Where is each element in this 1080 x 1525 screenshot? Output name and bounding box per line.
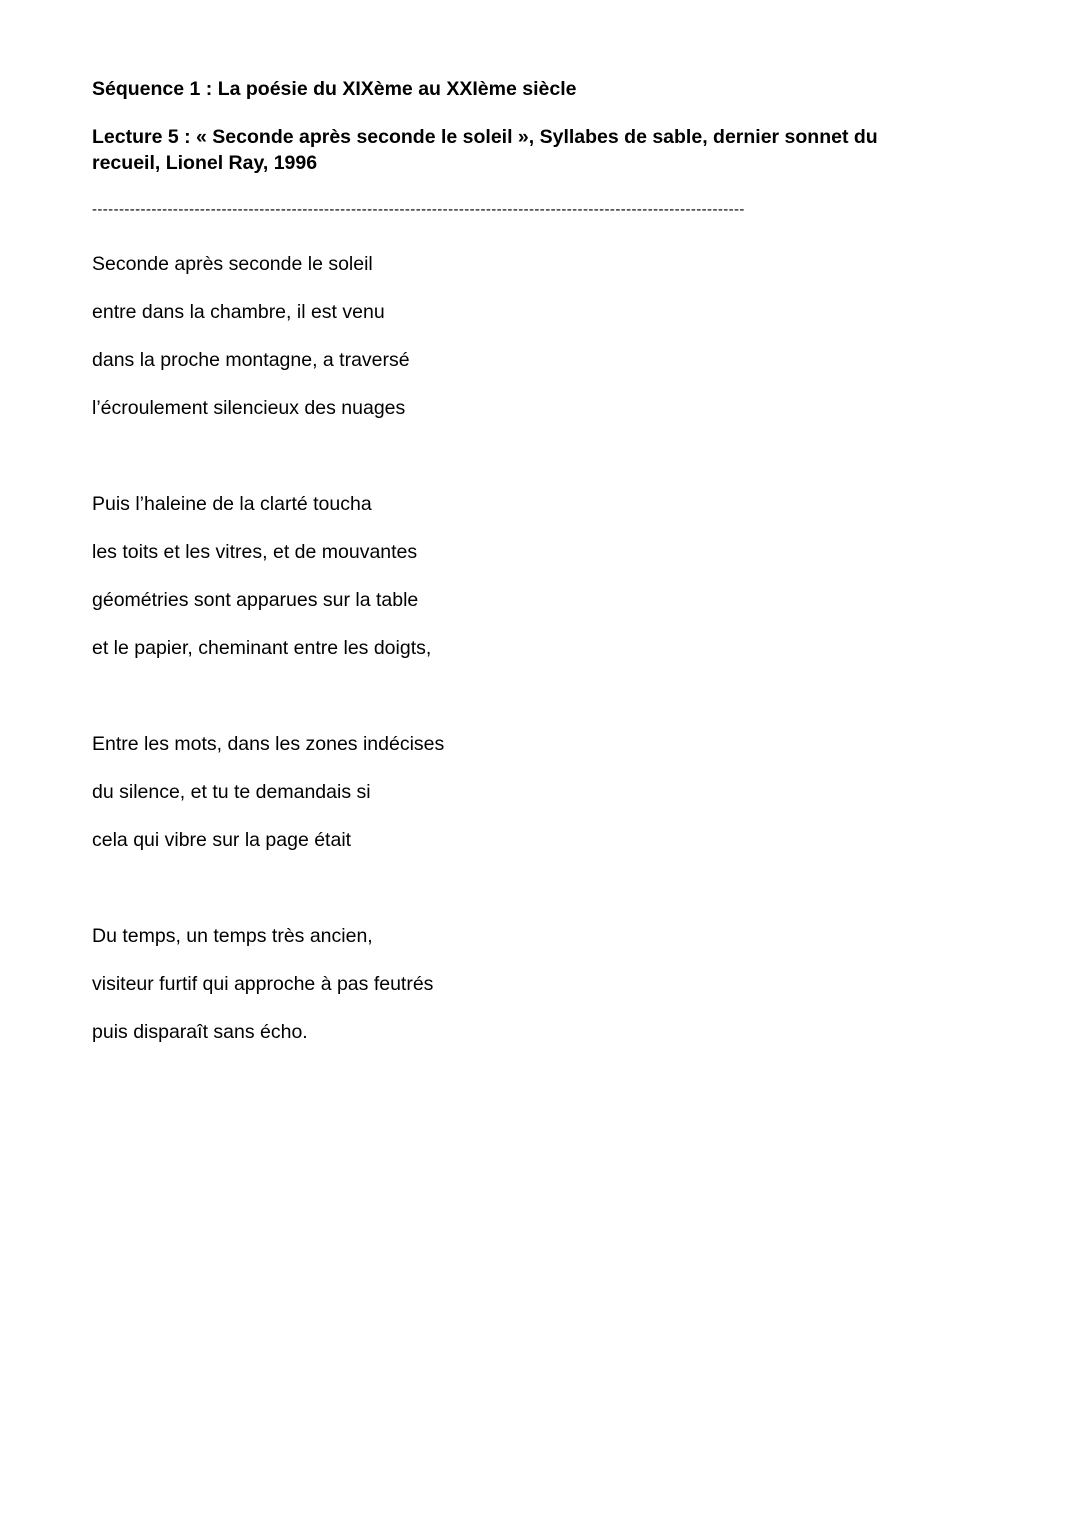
verse-line: Puis l’haleine de la clarté toucha (92, 493, 372, 515)
verse-line: dans la proche montagne, a traversé (92, 349, 410, 371)
stanza (92, 912, 444, 1056)
verse-line: puis disparaît sans écho. (92, 1021, 308, 1043)
verse-line: géométries sont apparues sur la table (92, 589, 419, 611)
poem (92, 240, 444, 1056)
sequence-title: Séquence 1 : La poésie du XIXème au XXIème siècle (92, 78, 577, 100)
verse-line: du silence, et tu te demandais si (92, 781, 371, 803)
verse-line: l’écroulement silencieux des nuages (92, 397, 406, 419)
verse-line: cela qui vibre sur la page était (92, 829, 352, 851)
dashed-separator: ------------------------------------------------------------------------------------------------------------------------- (92, 201, 745, 218)
stanza-gap (92, 864, 444, 912)
stanza-gap (92, 432, 444, 480)
verse-line: Entre les mots, dans les zones indécises (92, 733, 445, 755)
stanza-gap (92, 672, 444, 720)
verse-line: les toits et les vitres, et de mouvantes (92, 541, 418, 563)
stanza (92, 240, 444, 432)
verse-line: Du temps, un temps très ancien, (92, 925, 373, 947)
verse-line: Seconde après seconde le soleil (92, 253, 373, 275)
verse-line: et le papier, cheminant entre les doigts, (92, 637, 432, 659)
lecture-title: Lecture 5 : « Seconde après seconde le soleil », Syllabes de sable, dernier sonnet du recueil, Lionel Ray, 1996 (92, 126, 878, 174)
verse-line: entre dans la chambre, il est venu (92, 301, 385, 323)
stanza (92, 720, 444, 864)
verse-line: visiteur furtif qui approche à pas feutrés (92, 973, 434, 995)
stanza (92, 480, 444, 672)
